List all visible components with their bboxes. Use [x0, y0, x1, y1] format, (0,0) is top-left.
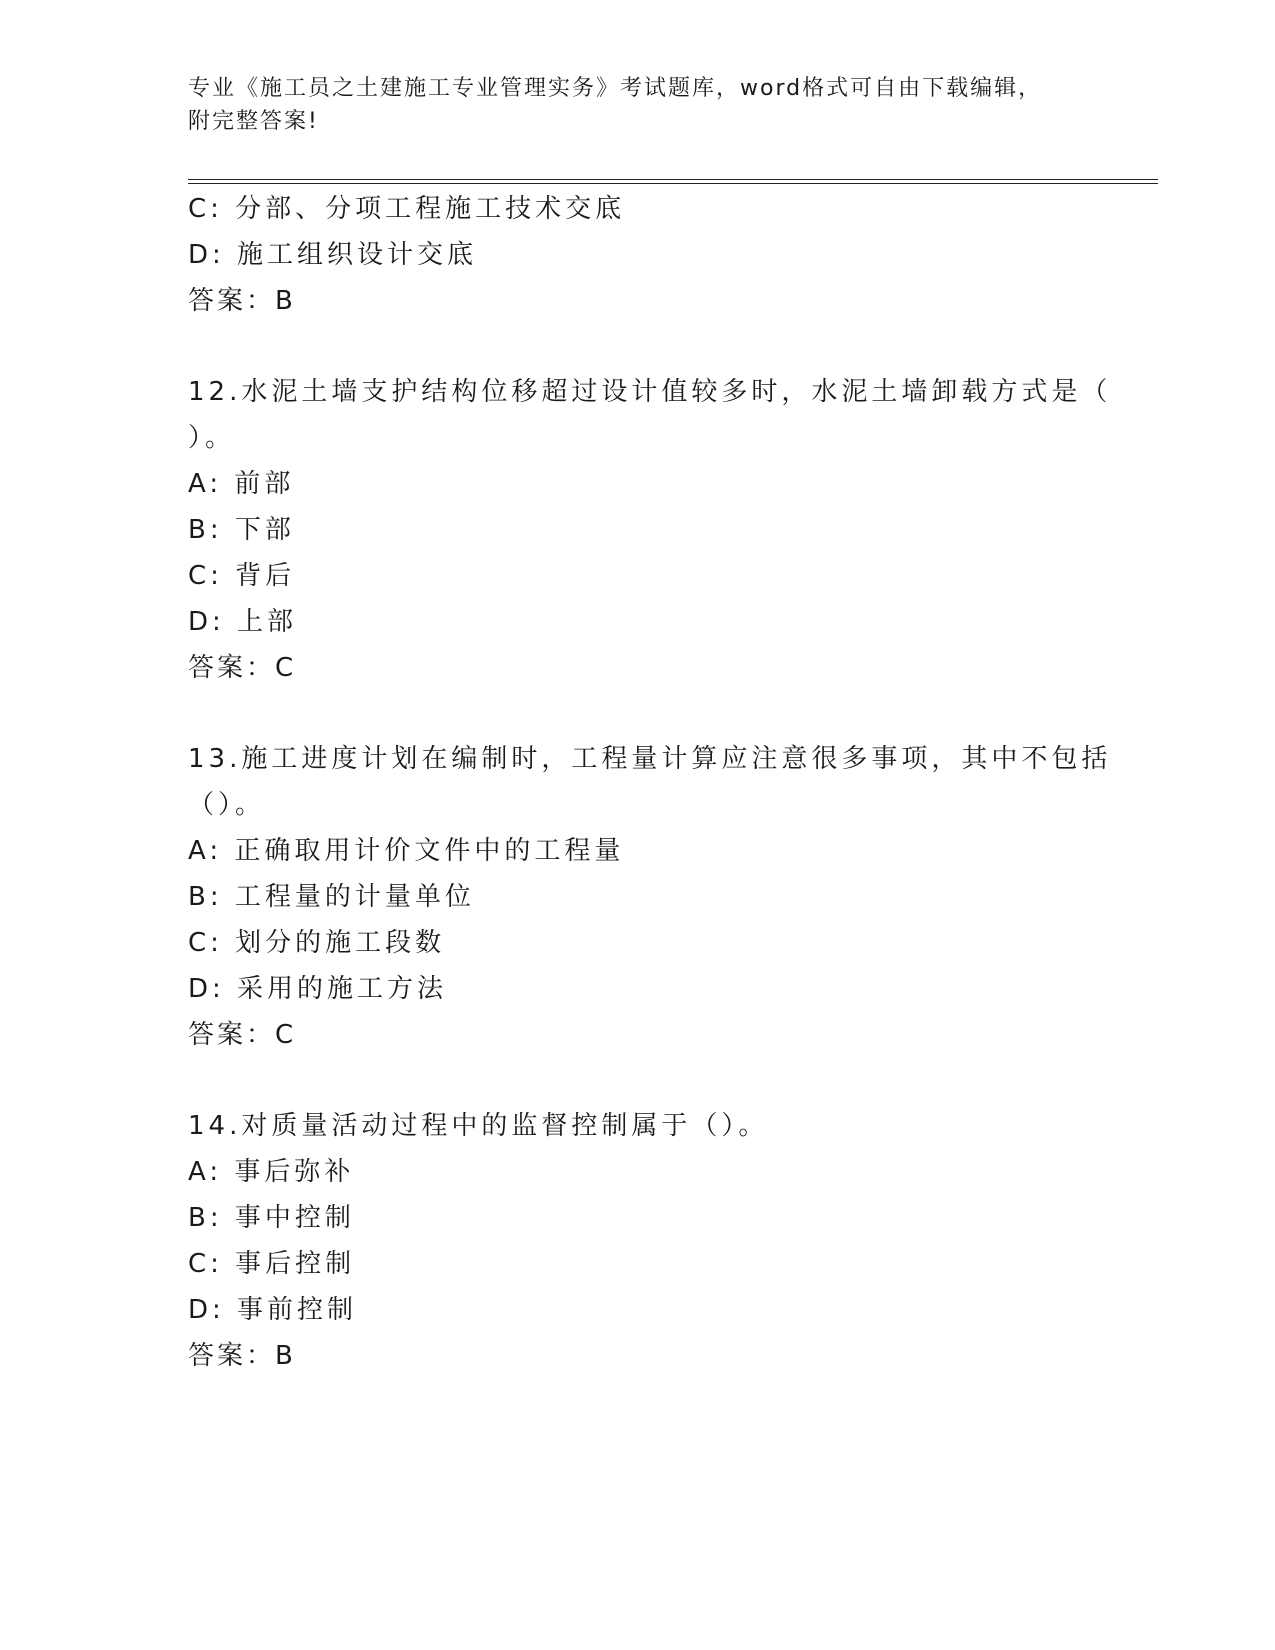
- option-c: C: 分部、分项工程施工技术交底: [188, 194, 626, 224]
- question-content: [188, 186, 1112, 1379]
- answer-line: 答案：B: [188, 1341, 296, 1371]
- question-stem: 14.对质量活动过程中的监督控制属于（）。: [188, 1111, 769, 1141]
- question-12: [188, 369, 1112, 691]
- option-a: A: 正确取用计价文件中的工程量: [188, 836, 625, 866]
- answer-line: 答案：B: [188, 286, 296, 316]
- document-header: [188, 72, 1088, 138]
- option-a: A: 事后弥补: [188, 1157, 355, 1187]
- question-14: [188, 1103, 1108, 1379]
- header-divider-top: [188, 179, 1158, 180]
- question-stem-continued: （）。: [188, 790, 266, 820]
- question-stem: 13.施工进度计划在编制时，工程量计算应注意很多事项，其中不包括: [188, 744, 1112, 774]
- option-d: D: 施工组织设计交底: [188, 240, 478, 270]
- option-b: B: 工程量的计量单位: [188, 882, 475, 912]
- option-d: D: 采用的施工方法: [188, 974, 448, 1004]
- header-divider-bottom: [188, 183, 1158, 184]
- header-line-2: 附完整答案!: [188, 109, 319, 134]
- answer-line: 答案：C: [188, 653, 297, 683]
- option-b: B: 事中控制: [188, 1203, 355, 1233]
- question-stem-continued: ）。: [188, 423, 236, 453]
- option-a: A: 前部: [188, 469, 295, 499]
- question-13: [188, 736, 1112, 1058]
- option-c: C: 划分的施工段数: [188, 928, 446, 958]
- option-d: D: 上部: [188, 607, 298, 637]
- option-c: C: 背后: [188, 561, 296, 591]
- option-b: B: 下部: [188, 515, 295, 545]
- option-c: C: 事后控制: [188, 1249, 356, 1279]
- question-11-partial: [188, 186, 1108, 324]
- header-line-1: 专业《施工员之土建施工专业管理实务》考试题库，word格式可自由下载编辑，: [188, 76, 1043, 101]
- answer-line: 答案：C: [188, 1020, 297, 1050]
- question-stem: 12.水泥土墙支护结构位移超过设计值较多时，水泥土墙卸载方式是（: [188, 377, 1112, 407]
- option-d: D: 事前控制: [188, 1295, 358, 1325]
